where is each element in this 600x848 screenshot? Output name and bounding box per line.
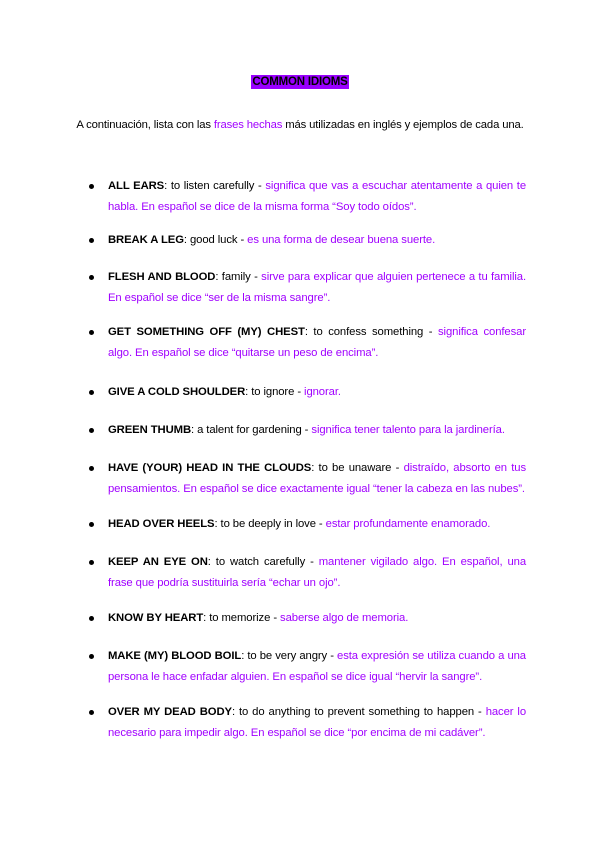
idiom-term: HAVE (YOUR) HEAD IN THE CLOUDS [108,462,312,474]
bullet-icon [89,616,94,621]
idiom-definition: : to memorize - [203,612,281,624]
idiom-spanish: significa que vas a escuchar atentamente a quien te habla. En español se dice de la misma forma “Soy todo oídos”. [108,180,526,213]
idiom-term: ALL EARS [108,180,165,192]
idiom-item-make-blood-boil [108,646,526,687]
idiom-definition: : to be unaware - [311,462,404,474]
idiom-spanish: distraído, absorto en tus pensamientos. En español se dice exactamente igual “tener la cabeza en las nubes”. [108,462,526,495]
bullet-icon [89,560,94,565]
idiom-term: GREEN THUMB [108,424,191,436]
title-container [0,72,600,90]
bullet-icon [89,710,94,715]
idiom-item-green-thumb [108,420,526,441]
bullet-icon [89,184,94,189]
idiom-spanish: ignorar. [304,386,341,398]
idiom-spanish: sirve para explicar que alguien pertenece a tu familia. En español se dice “ser de la misma sangre”. [108,271,527,304]
idiom-definition: : to confess something - [304,326,438,338]
idiom-definition: : good luck - [183,234,248,246]
bullet-icon [89,522,94,527]
bullet-icon [89,330,94,335]
idiom-item-head-in-the-clouds [108,458,526,499]
idiom-term: MAKE (MY) BLOOD BOIL [108,650,242,662]
idiom-term: GIVE A COLD SHOULDER [108,386,246,398]
document-title: COMMON IDIOMS [252,76,348,88]
idiom-term: BREAK A LEG [108,234,184,246]
bullet-icon [89,466,94,471]
idiom-item-get-something-off-chest [108,322,526,363]
idiom-term: HEAD OVER HEELS [108,518,215,530]
intro-text-after: más utilizadas en inglés y ejemplos de cada una. [282,119,524,131]
idiom-item-keep-an-eye-on [108,552,526,593]
idiom-item-all-ears [108,176,526,217]
idiom-definition: : family - [215,271,262,283]
intro-text-before: A continuación, lista con las [76,119,214,131]
idiom-item-flesh-and-blood [108,267,526,308]
idiom-definition: : to be deeply in love - [214,518,326,530]
idiom-term: OVER MY DEAD BODY [108,706,232,718]
idiom-term: KNOW BY HEART [108,612,204,624]
idiom-item-give-a-cold-shoulder [108,382,526,403]
idiom-term: FLESH AND BLOOD [108,271,216,283]
idiom-item-know-by-heart [108,608,526,629]
bullet-icon [89,238,94,243]
idiom-term: GET SOMETHING OFF (MY) CHEST [108,326,305,338]
idiom-item-over-my-dead-body [108,702,526,743]
bullet-icon [89,275,94,280]
idiom-spanish: significa tener talento para la jardinería. [311,424,505,436]
idiom-spanish: mantener vigilado algo. En español, una frase que podría sustituirla sería “echar un ojo”. [108,556,527,589]
idiom-definition: : to watch carefully - [207,556,319,568]
idiom-definition: : to ignore - [245,386,305,398]
idiom-spanish: estar profundamente enamorado. [325,518,491,530]
idiom-definition: : to listen carefully - [164,180,266,192]
idiom-definition: : to do anything to prevent something to happen - [231,706,486,718]
bullet-icon [89,390,94,395]
idiom-spanish: significa confesar algo. En español se dice “quitarse un peso de encima”. [108,326,527,359]
bullet-icon [89,654,94,659]
idiom-definition: : a talent for gardening - [191,424,312,436]
idiom-spanish: saberse algo de memoria. [280,612,409,624]
idiom-spanish: esta expresión se utiliza cuando a una persona le hace enfadar alguien. En español se dice igual “hervir la sangre”. [108,650,526,683]
idiom-item-head-over-heels [108,514,526,535]
intro-paragraph [0,118,600,132]
idiom-spanish: es una forma de desear buena suerte. [247,234,436,246]
idiom-spanish: hacer lo necesario para impedir algo. En español se dice “por encima de mi cadáver”. [108,706,527,739]
idiom-definition: : to be very angry - [241,650,338,662]
idiom-item-break-a-leg [108,230,526,251]
bullet-icon [89,428,94,433]
intro-highlight: frases hechas [213,119,283,131]
idiom-term: KEEP AN EYE ON [108,556,208,568]
